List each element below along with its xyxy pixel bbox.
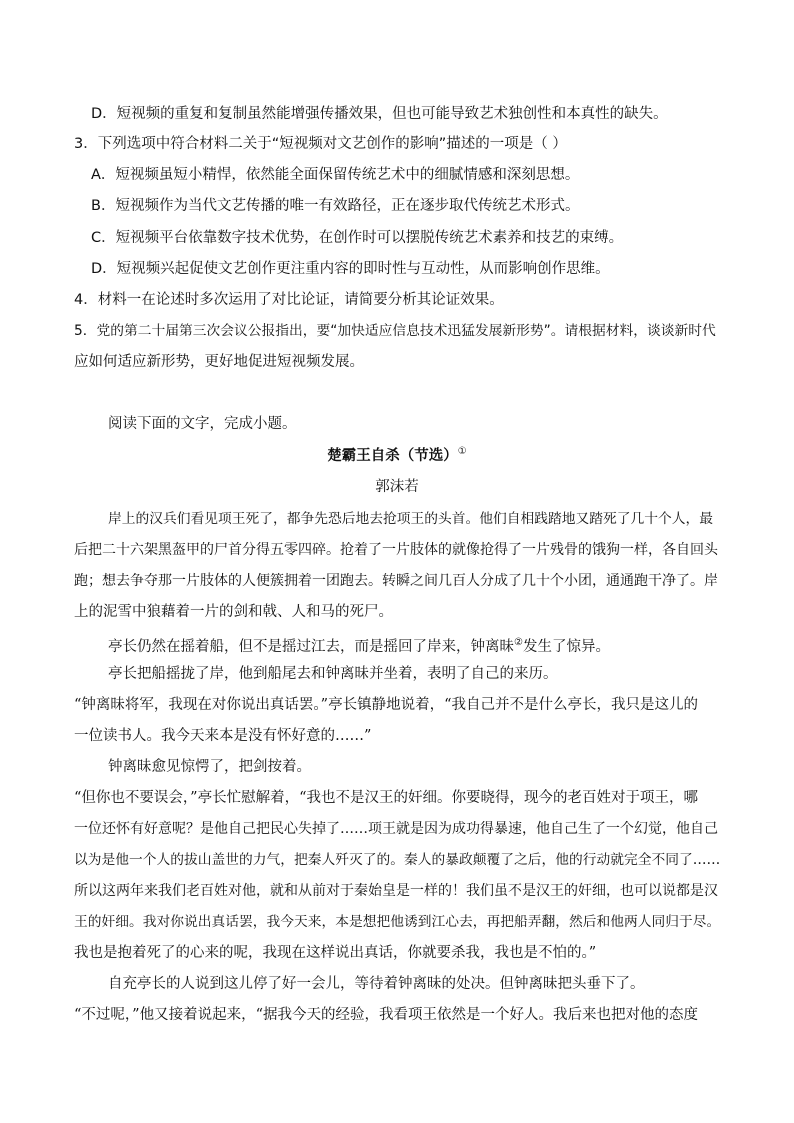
passage-line: 所以这两年来我们老百姓对他，就和从前对于秦始皇是一样的！我们虽不是汉王的奸细，也可以说都是汉 <box>74 883 718 899</box>
passage-line: 一位读书人。我今天来本是没有怀好意的……” <box>74 728 372 744</box>
passage-line: 以为是他一个人的拔山盖世的力气，把秦人歼灭了的。秦人的暴政颠覆了之后，他的行动就完全不同了…… <box>74 852 721 868</box>
passage-line: 钟离昧愈见惊愕了，把剑按着。 <box>108 759 311 775</box>
passage-line-text: 亭长仍然在摇着船，但不是摇过江去，而是摇回了岸来，钟离昧 <box>108 638 514 655</box>
q3-stem: 3．下列选项中符合材料二关于“短视频对文艺创作的影响”描述的一项是（ ） <box>74 136 567 152</box>
passage-line: “不过呢，”他又接着说起来，“据我今天的经验，我看项王依然是一个好人。我后来也把对他的态度 <box>74 1007 698 1023</box>
passage-title <box>0 444 794 465</box>
q5-line-1: 5．党的第二十届第三次会议公报指出，要“加快适应信息技术迅猛发展新形势”。请根据材料，谈谈新时代 <box>74 323 716 339</box>
q3-option-d: D．短视频兴起促使文艺创作更注重内容的即时性与互动性，从而影响创作思维。 <box>91 261 610 277</box>
passage-line: 一位还怀有好意呢？是他自己把民心失掉了……项王就是因为成功得暴速，他自己生了一个幻觉，他自己 <box>74 821 718 837</box>
footnote-mark-2: ② <box>514 637 523 648</box>
passage-line: 跑；想去争夺那一片肢体的人便簇拥着一团跑去。转瞬之间几百人分成了几十个小团，通通跑干净了。岸 <box>74 573 718 589</box>
passage-line: “钟离昧将军，我现在对你说出真话罢。”亭长镇静地说着，“我自己并不是什么亭长，我只是这儿的 <box>74 697 698 713</box>
passage-line: 亭长把船摇拢了岸，他到船尾去和钟离昧并坐着，表明了自己的来历。 <box>108 666 558 682</box>
passage-author: 郭沫若 <box>375 479 419 495</box>
q3-option-c: C．短视频平台依靠数字技术优势，在创作时可以摆脱传统艺术素养和技艺的束缚。 <box>91 230 624 246</box>
passage-line: 自充亭长的人说到这儿停了好一会儿，等待着钟离昧的处决。但钟离昧把头垂下了。 <box>108 976 645 992</box>
title-footnote-mark: ① <box>457 446 467 458</box>
passage-line: “但你也不要误会，”亭长忙慰解着，“我也不是汉王的奸细。你要晓得，现今的老百姓对于项王，哪 <box>74 790 698 806</box>
passage-line: 王的奸细。我对你说出真话罢，我今天来，本是想把他诱到江心去，再把船弄翻，然后和他两人同归于尽。 <box>74 914 721 930</box>
passage-line-tail: 发生了惊异。 <box>522 638 610 655</box>
passage-line: 上的泥雪中狼藉着一片的剑和戟、人和马的死尸。 <box>74 604 393 620</box>
reading-instruction: 阅读下面的文字，完成小题。 <box>108 416 297 432</box>
passage-line: 后把二十六架黑盔甲的尸首分得五零四碎。抢着了一片肢体的就像抢得了一片残骨的饿狗一样，各自回头 <box>74 542 718 558</box>
passage-line: 我也是抱着死了的心来的呢，我现在这样说出真话，你就要杀我，我也是不怕的。” <box>74 945 597 961</box>
q3-option-a: A．短视频虽短小精悍，依然能全面保留传统艺术中的细腻情感和深刻思想。 <box>91 167 580 183</box>
q3-option-b: B．短视频作为当代文艺传播的唯一有效路径，正在逐步取代传统艺术形式。 <box>91 198 580 214</box>
q2-option-d: D．短视频的重复和复制虽然能增强传播效果，但也可能导致艺术独创性和本真性的缺失。 <box>91 106 668 122</box>
passage-line-with-note <box>108 633 610 657</box>
passage-title-text: 楚霸王自杀（节选） <box>327 447 458 464</box>
q4: 4．材料一在论述时多次运用了对比论证，请简要分析其论证效果。 <box>74 292 504 308</box>
passage-line: 岸上的汉兵们看见项王死了，都争先恐后地去抢项王的头首。他们自相践踏地又踏死了几十个人，最 <box>108 511 714 527</box>
q5-line-2: 应如何适应新形势，更好地促进短视频发展。 <box>74 354 364 370</box>
